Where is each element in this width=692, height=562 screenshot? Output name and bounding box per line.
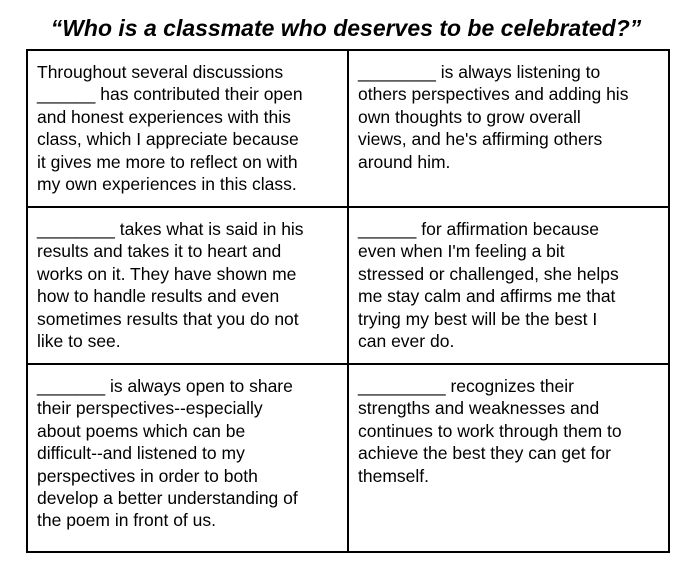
table-cell: ________ is always listening to others perspectives and adding his own thoughts to grow overall views, and he's affirming others around him.: [348, 50, 669, 207]
table-row: [27, 207, 669, 364]
table-cell: Throughout several discussions ______ has contributed their open and honest experiences with this class, which I appreciate because it gives me more to reflect on with my own experiences in this class.: [27, 50, 348, 207]
table-cell: _______ is always open to share their perspectives--especially about poems which can be difficult--and listened to my perspectives in order to both develop a better understanding of the poem in front of us.: [27, 364, 348, 552]
table-cell: _________ recognizes their strengths and weaknesses and continues to work through them to achieve the best they can get for themself.: [348, 364, 669, 552]
celebration-table: [26, 49, 670, 553]
table-cell: ______ for affirmation because even when I'm feeling a bit stressed or challenged, she helps me stay calm and affirms me that trying my best will be the best I can ever do.: [348, 207, 669, 364]
page-title: “Who is a classmate who deserves to be celebrated?”: [50, 15, 642, 41]
table-row: [27, 50, 669, 207]
table-cell: ________ takes what is said in his results and takes it to heart and works on it. They have shown me how to handle results and even sometimes results that you do not like to see.: [27, 207, 348, 364]
table-row: [27, 364, 669, 552]
